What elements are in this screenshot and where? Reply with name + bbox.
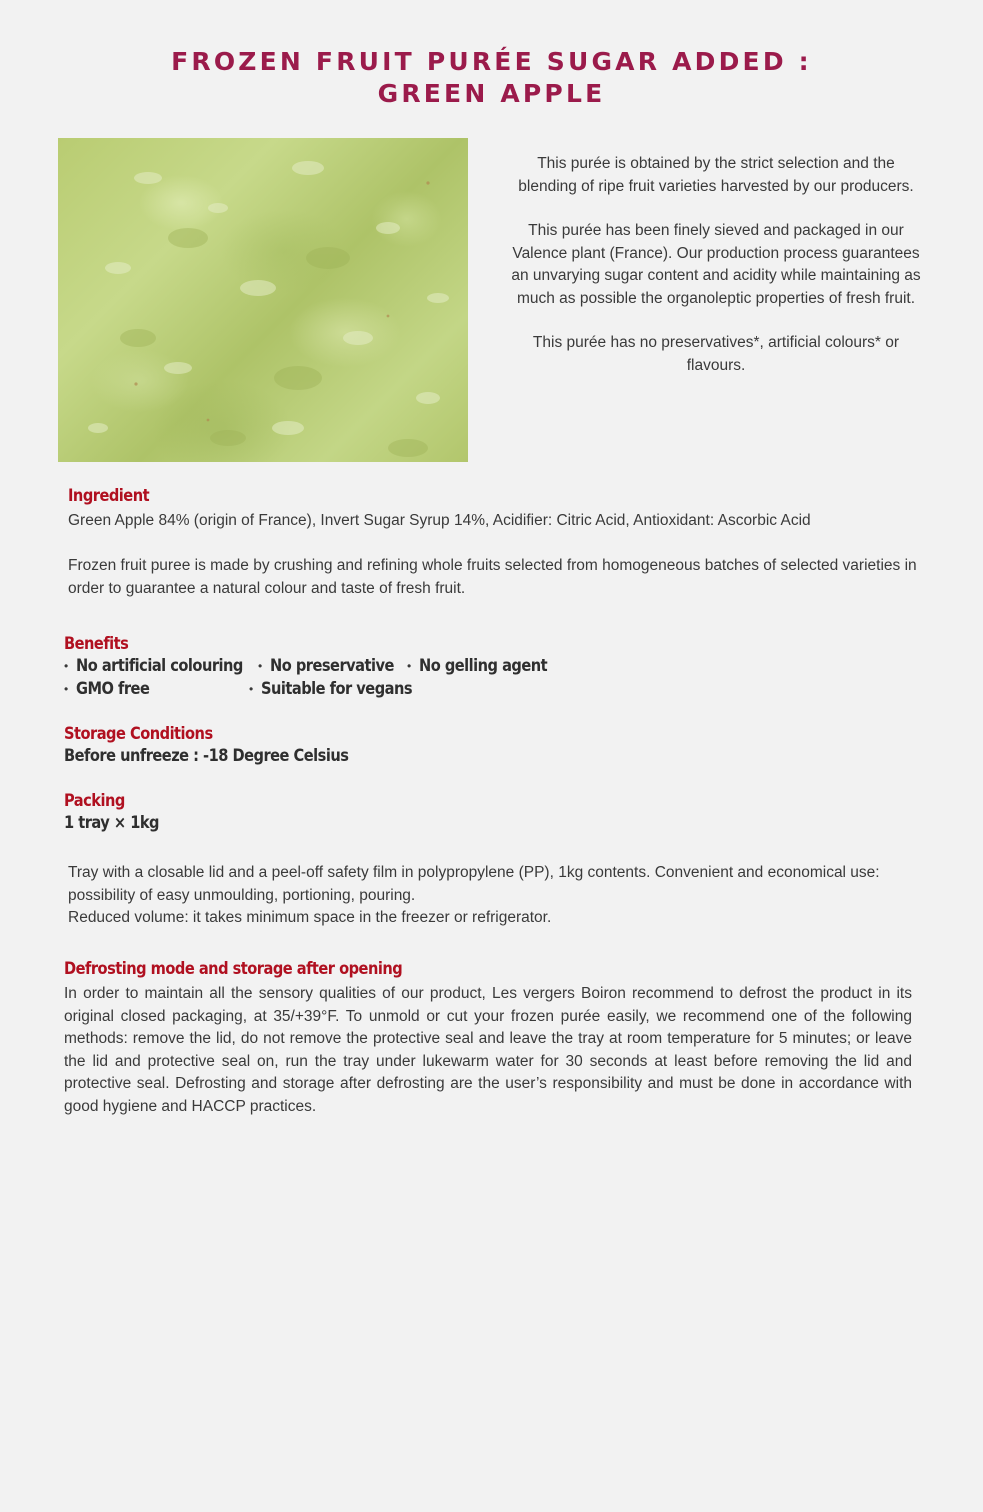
- bullet-icon: •: [64, 682, 69, 696]
- benefits-heading: Benefits: [64, 634, 129, 654]
- storage-value: Before unfreeze : -18 Degree Celsius: [64, 746, 349, 766]
- ingredient-note: Frozen fruit puree is made by crushing and refining whole fruits selected from homogeneous batches of selected varieties in order to guarantee a natural colour and taste of fresh fruit.: [68, 557, 917, 597]
- packing-description: Tray with a closable lid and a peel-off safety film in polypropylene (PP), 1kg contents. Convenient and economical use: possibility of easy unmoulding, portioning, pouring.: [68, 864, 880, 904]
- description-paragraph-2: This purée has been finely sieved and packaged in our Valence plant (France). Our production process guarantees an unvarying sugar content and acidity while maintaining as much as possible the organoleptic properties of fresh fruit.: [511, 222, 921, 307]
- bullet-icon: •: [249, 682, 254, 696]
- packing-volume-note: Reduced volume: it takes minimum space in the freezer or refrigerator.: [68, 909, 552, 926]
- packing-value: 1 tray × 1kg: [64, 813, 160, 833]
- page-title: [0, 46, 983, 110]
- benefit-item: [258, 656, 414, 676]
- benefit-item: [249, 679, 437, 699]
- puree-texture: [58, 138, 468, 462]
- benefit-label: No preservative: [270, 656, 395, 676]
- bullet-icon: •: [64, 659, 69, 673]
- description-paragraph-3: This purée has no preservatives*, artificial colours* or flavours.: [532, 334, 900, 374]
- benefit-label: No artificial colouring: [76, 656, 244, 676]
- benefit-item: [64, 656, 270, 676]
- benefit-label: No gelling agent: [419, 656, 548, 676]
- description-paragraph-1: This purée is obtained by the strict selection and the blending of ripe fruit varieties harvested by our producers.: [518, 155, 914, 195]
- storage-heading: Storage Conditions: [64, 724, 213, 744]
- benefit-item: [64, 679, 161, 699]
- packing-heading: Packing: [64, 791, 125, 811]
- title-line-1: FROZEN FRUIT PURÉE SUGAR ADDED :: [171, 47, 812, 76]
- packing-details: [68, 862, 918, 930]
- defrosting-heading: Defrosting mode and storage after opening: [64, 959, 403, 979]
- ingredient-list: Green Apple 84% (origin of France), Invert Sugar Syrup 14%, Acidifier: Citric Acid, Antioxidant: Ascorbic Acid: [68, 512, 811, 529]
- product-description: [508, 153, 924, 399]
- benefit-label: GMO free: [76, 679, 150, 699]
- green-apple-puree-photo: [58, 138, 468, 462]
- benefit-label: Suitable for vegans: [261, 679, 413, 699]
- benefit-item: [407, 656, 568, 676]
- defrosting-text: In order to maintain all the sensory qualities of our product, Les vergers Boiron recommend to defrost the product in its original closed packaging, at 35/+39°F. To unmold or cut your frozen purée easily, we recommend one of the following methods: remove the lid, do not remove the protective seal and leave the tray at room temperature for 5 minutes; or leave the lid and protective seal on, run the tray under lukewarm water for 30 seconds at least before removing the lid and protective seal. Defrosting and storage after defrosting are the user’s responsibility and must be done in accordance with good hygiene and HACCP practices.: [64, 985, 912, 1115]
- ingredient-heading: Ingredient: [68, 486, 150, 506]
- title-line-2: GREEN APPLE: [377, 79, 606, 108]
- bullet-icon: •: [258, 659, 263, 673]
- bullet-icon: •: [407, 659, 412, 673]
